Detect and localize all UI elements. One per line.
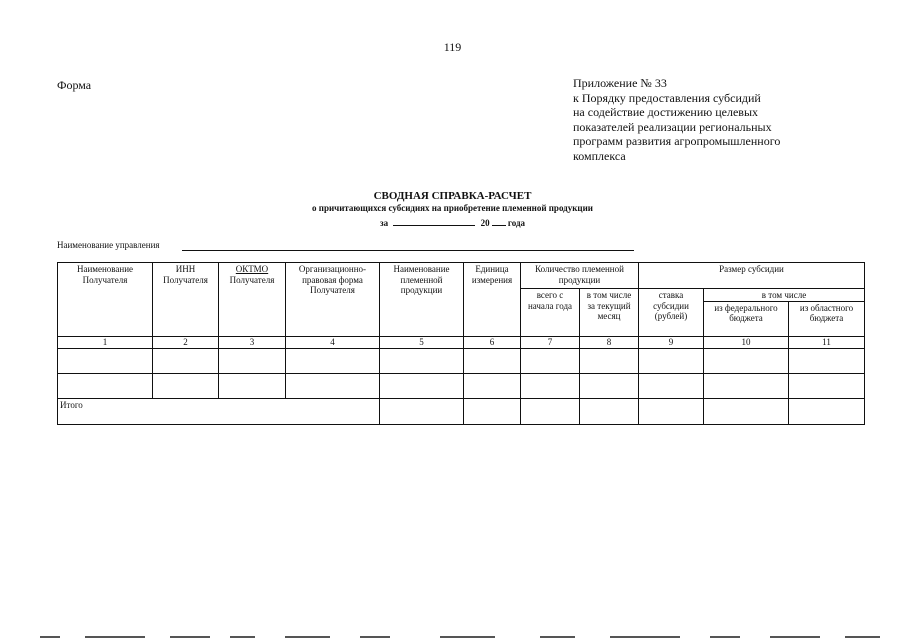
total-cell[interactable] xyxy=(789,398,865,424)
column-number: 6 xyxy=(464,336,521,348)
column-number: 10 xyxy=(704,336,789,348)
header-oktmo-abbr: ОКТМО xyxy=(235,264,269,274)
table-cell[interactable] xyxy=(58,348,153,373)
column-number: 3 xyxy=(219,336,286,348)
subsidy-table xyxy=(57,262,865,425)
appendix-line: на содействие достижению целевых xyxy=(573,105,759,120)
table-row xyxy=(58,373,865,398)
table-cell[interactable] xyxy=(380,373,464,398)
header-federal: из федерального бюджета xyxy=(704,301,789,336)
table-cell[interactable] xyxy=(704,348,789,373)
period-blank xyxy=(393,216,475,226)
period-year-blank xyxy=(492,216,506,226)
document-subtitle: о причитающихся субсидиях на приобретение племенной продукции xyxy=(312,203,593,213)
header-including: в том числе xyxy=(704,289,865,302)
table-cell[interactable] xyxy=(580,348,639,373)
column-number: 7 xyxy=(521,336,580,348)
header-oktmo xyxy=(219,263,286,337)
table-cell[interactable] xyxy=(219,348,286,373)
table-cell[interactable] xyxy=(286,348,380,373)
total-cell[interactable] xyxy=(580,398,639,424)
table-cell[interactable] xyxy=(464,348,521,373)
total-cell[interactable] xyxy=(521,398,580,424)
appendix-block xyxy=(573,76,873,164)
header-subsidy-rate: ставка субсидии (рублей) xyxy=(639,289,704,337)
table-cell[interactable] xyxy=(639,373,704,398)
table-cell[interactable] xyxy=(704,373,789,398)
header-inn: ИНН Получателя xyxy=(153,263,219,337)
column-number: 1 xyxy=(58,336,153,348)
table-cell[interactable] xyxy=(153,373,219,398)
header-regional: из областного бюджета xyxy=(789,301,865,336)
header-quantity-total: всего с начала года xyxy=(521,289,580,337)
table-cell[interactable] xyxy=(580,373,639,398)
total-cell[interactable] xyxy=(380,398,464,424)
table-cell[interactable] xyxy=(639,348,704,373)
header-subsidy-size: Размер субсидии xyxy=(639,263,865,289)
column-number: 11 xyxy=(789,336,865,348)
table-row xyxy=(58,348,865,373)
table-cell[interactable] xyxy=(789,348,865,373)
table-cell[interactable] xyxy=(521,373,580,398)
appendix-line: Приложение № 33 xyxy=(573,76,667,90)
header-legal-form: Организационно-правовая форма Получателя xyxy=(286,263,380,337)
total-label: Итого xyxy=(58,398,380,424)
total-cell[interactable] xyxy=(464,398,521,424)
column-number: 2 xyxy=(153,336,219,348)
appendix-line: комплекса xyxy=(573,148,626,163)
table-cell[interactable] xyxy=(464,373,521,398)
period-suffix: года xyxy=(507,218,526,228)
header-oktmo-suffix: Получателя xyxy=(229,274,275,285)
table-cell[interactable] xyxy=(789,373,865,398)
column-number: 5 xyxy=(380,336,464,348)
period-year-prefix: 20 xyxy=(480,218,490,228)
period-line xyxy=(0,216,905,229)
document-title: СВОДНАЯ СПРАВКА-РАСЧЕТ xyxy=(373,190,532,202)
appendix-line: показателей реализации региональных xyxy=(573,119,772,134)
total-row xyxy=(58,398,865,424)
header-unit: Единица измерения xyxy=(464,263,521,337)
table-cell[interactable] xyxy=(521,348,580,373)
scan-edge-strip xyxy=(0,634,905,640)
column-number: 9 xyxy=(639,336,704,348)
appendix-line: к Порядку предоставления субсидий xyxy=(573,90,761,105)
appendix-line: программ развития агропромышленного xyxy=(573,134,781,149)
admin-name-label: Наименование управления xyxy=(57,240,160,250)
header-recipient-name: Наименование Получателя xyxy=(58,263,153,337)
total-cell[interactable] xyxy=(639,398,704,424)
header-quantity: Количество племенной продукции xyxy=(521,263,639,289)
table-cell[interactable] xyxy=(219,373,286,398)
table-cell[interactable] xyxy=(380,348,464,373)
period-prefix: за xyxy=(379,218,389,228)
header-quantity-month: в том числе за текущий месяц xyxy=(580,289,639,337)
table-cell[interactable] xyxy=(153,348,219,373)
admin-name-underline xyxy=(182,250,634,251)
column-number: 8 xyxy=(580,336,639,348)
column-number: 4 xyxy=(286,336,380,348)
total-cell[interactable] xyxy=(704,398,789,424)
header-product-name: Наименование племенной продукции xyxy=(380,263,464,337)
table-cell[interactable] xyxy=(286,373,380,398)
table-cell[interactable] xyxy=(58,373,153,398)
page-number: 119 xyxy=(443,40,462,54)
column-number-row xyxy=(58,336,865,348)
form-label: Форма xyxy=(57,78,92,92)
